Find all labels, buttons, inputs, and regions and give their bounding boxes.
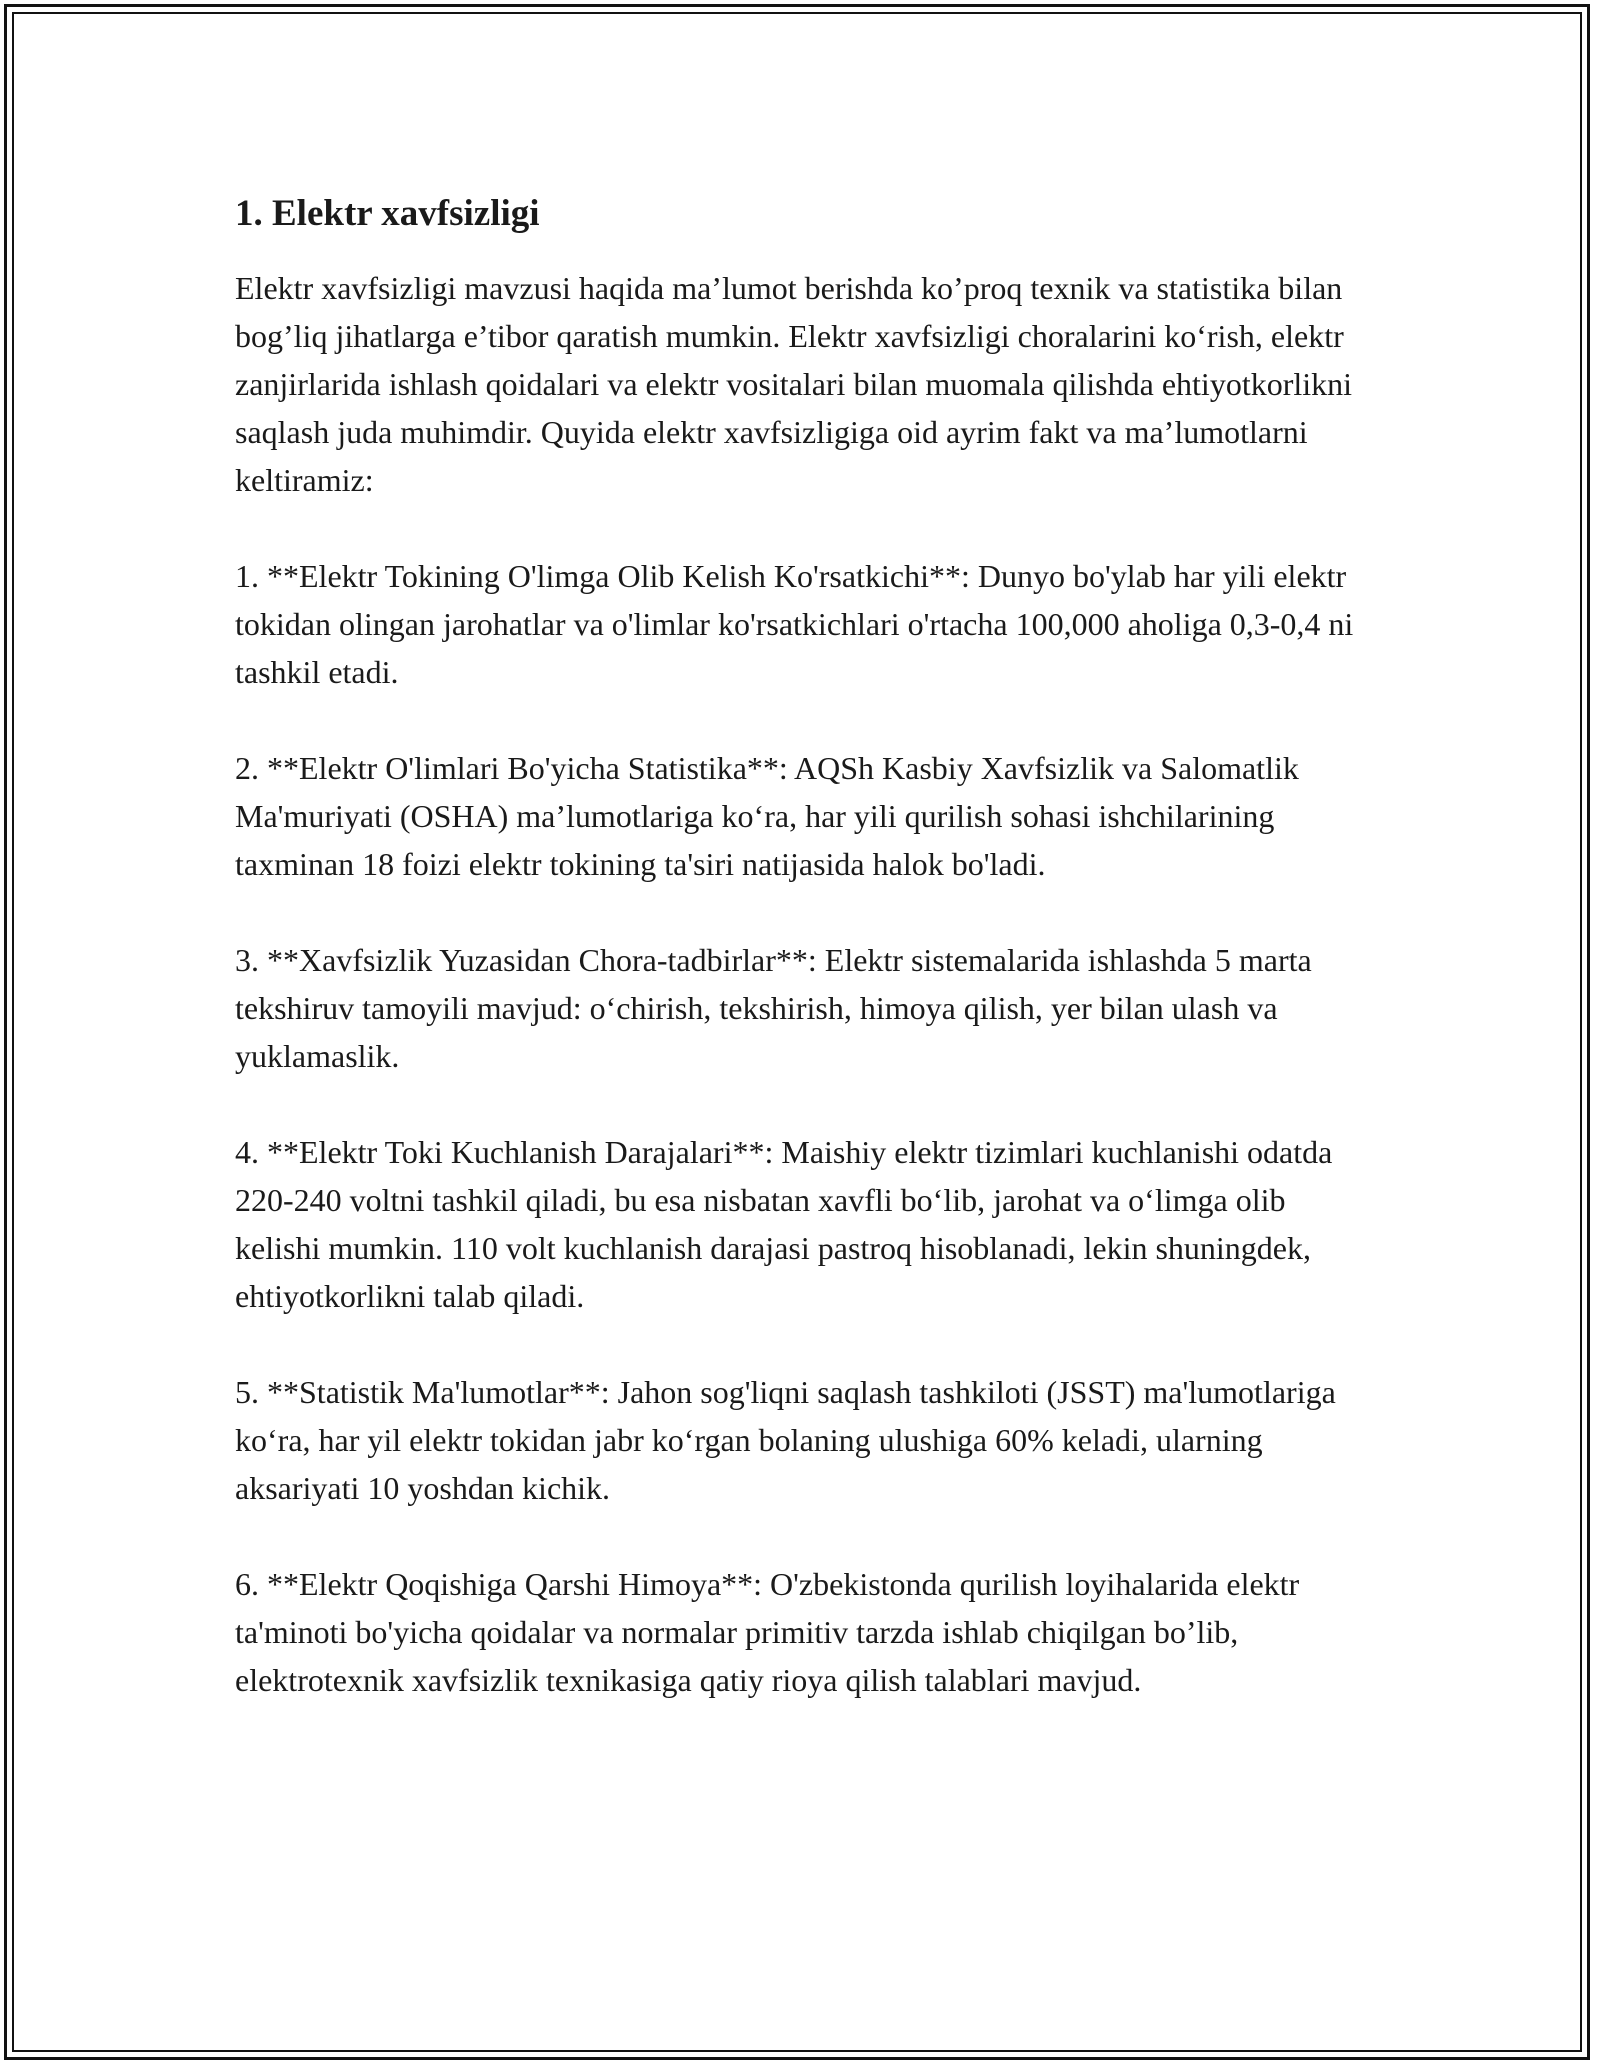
document-body — [235, 190, 1375, 1752]
fact-paragraph-3: 3. **Xavfsizlik Yuzasidan Chora-tadbirlar**: Elektr sistemalarida ishlashda 5 marta tekshiruv tamoyili mavjud: o‘chirish, tekshirish, himoya qilish, yer bilan ulash va yuklamaslik. — [235, 942, 1312, 1075]
fact-paragraph-1: 1. **Elektr Tokining O'limga Olib Kelish Ko'rsatkichi**: Dunyo bo'ylab har yili elektr tokidan olingan jarohatlar va o'limlar ko'rsatkichlari o'rtacha 100,000 aholiga 0,3-0,4 ni tashkil etadi. — [235, 558, 1354, 691]
fact-paragraph-4: 4. **Elektr Toki Kuchlanish Darajalari**: Maishiy elektr tizimlari kuchlanishi odatda 220-240 voltni tashkil qiladi, bu esa nisbatan xavfli bo‘lib, jarohat va o‘limga olib kelishi mumkin. 110 volt kuchlanish darajasi pastroq hisoblanadi, lekin shuningdek, ehtiyotkorlikni talab qiladi. — [235, 1134, 1333, 1315]
fact-paragraph-6: 6. **Elektr Qoqishiga Qarshi Himoya**: O'zbekistonda qurilish loyihalarida elektr ta'minoti bo'yicha qoidalar va normalar primitiv tarzda ishlab chiqilgan bo’lib, elektrotexnik xavfsizlik texnikasiga qatiy rioya qilish talablari mavjud. — [235, 1566, 1300, 1699]
document-title: 1. Elektr xavfsizligi — [235, 193, 540, 234]
intro-paragraph: Elektr xavfsizligi mavzusi haqida ma’lumot berishda ko’proq texnik va statistika bilan bog’liq jihatlarga e’tibor qaratish mumkin. Elektr xavfsizligi choralarini ko‘rish, elektr zanjirlarida ishlash qoidalari va elektr vositalari bilan muomala qilishda ehtiyotkorlikni saqlash juda muhimdir. Quyida elektr xavfsizligiga oid ayrim fakt va ma’lumotlarni keltiramiz: — [235, 270, 1353, 499]
fact-paragraph-5: 5. **Statistik Ma'lumotlar**: Jahon sog'liqni saqlash tashkiloti (JSST) ma'lumotlariga ko‘ra, har yil elektr tokidan jabr ko‘rgan bolaning ulushiga 60% keladi, ularning aksariyati 10 yoshdan kichik. — [235, 1374, 1336, 1507]
fact-paragraph-2: 2. **Elektr O'limlari Bo'yicha Statistika**: AQSh Kasbiy Xavfsizlik va Salomatlik Ma'muriyati (OSHA) ma’lumotlariga ko‘ra, har yili qurilish sohasi ishchilarining taxminan 18 foizi elektr tokining ta'siri natijasida halok bo'ladi. — [235, 750, 1299, 883]
